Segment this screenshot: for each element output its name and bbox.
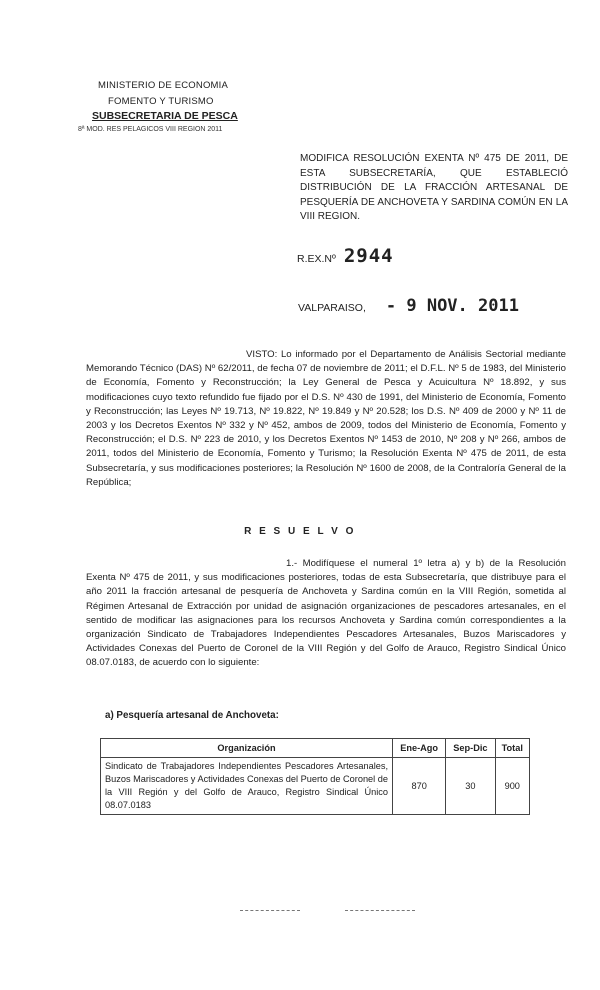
visto-paragraph: VISTO: Lo informado por el Departamento de Análisis Sectorial mediante Memorando Técnico (DAS) Nº 62/2011, de fecha 07 de noviembre de 2011; el D.F.L. Nº 5 de 1983, del Ministerio de Economía, Fomento y Reconstrucción; la Ley General de Pesca y Acuicultura Nº 18.892, y sus modificaciones cuyo texto refundido fue fijado por el D.S. Nº 430 de 1991, del Ministerio de Economía, Fomento y Reconstrucción; las Leyes Nº 19.713, Nº 19.822, Nº 19.849 y Nº 20.528; los D.S. Nº 409 de 2000 y Nº 11 de 2003 y los Decretos Exentos Nº 332 y Nº 452, ambos de 2009, todos del Ministerio de Economía, Fomento y Reconstrucción; el D.S. Nº 223 de 2010, y los Decretos Exentos Nº 1453 de 2010, Nº 208 y Nº 266, ambos de 2011, todos del Ministerio de Economía, Fomento y Turismo; la Resolución Exenta Nº 475 de 2011, de esta Subsecretaría, y sus modificaciones posteriores; la Resolución Nº 1600 de 2008, de la Contraloría General de la República;: [86, 349, 566, 488]
section-a-heading: a) Pesquería artesanal de Anchoveta:: [105, 710, 279, 721]
ministry-name-line2: FOMENTO Y TURISMO: [108, 96, 214, 107]
document-reference: 8ª MOD. RES PELAGICOS VIII REGION 2011: [78, 126, 223, 133]
organization-cell: Sindicato de Trabajadores Independientes Pescadores Artesanales, Buzos Mariscadores y Actividades Conexas del Puerto de Coronel de la VIII Región y del Golfo de Arauco, Registro Sindical Único 08.07.0183: [101, 758, 393, 815]
document-title: MODIFICA RESOLUCIÓN EXENTA Nº 475 DE 2011, DE ESTA SUBSECRETARÍA, QUE ESTABLECIÓ DISTRIBUCIÓN DE LA FRACCIÓN ARTESANAL DE PESQUERÍA DE ANCHOVETA Y SARDINA COMÚN EN LA VIII REGION.: [300, 153, 568, 222]
resolution-number: [297, 245, 394, 267]
date-stamp: - 9 NOV. 2011: [385, 296, 519, 316]
column-header-sep-dic: Sep-Dic: [446, 739, 495, 758]
place: VALPARAISO,: [298, 302, 366, 314]
resolution-label: R.EX.Nº: [297, 253, 336, 265]
resuelvo-heading: R E S U E L V O: [244, 526, 356, 537]
place-date: [298, 296, 519, 316]
table-header-row: [101, 739, 530, 758]
resolution-number-value: 2944: [343, 245, 394, 267]
ene-ago-cell: 870: [393, 758, 446, 815]
column-header-total: Total: [495, 739, 530, 758]
total-cell: 900: [495, 758, 530, 815]
article-1-paragraph: 1.- Modifíquese el numeral 1º letra a) y b) de la Resolución Exenta Nº 475 de 2011, y sus modificaciones posteriores, todas de esta Subsecretaría, que distribuye para el año 2011 la fracción artesanal de pesquería de Anchoveta y Sardina común en la VIII Región, sometida al Régimen Artesanal de Extracción por unidad de asignación organizaciones de pescadores artesanales, en el sentido de modificar las asignaciones para los recursos Anchoveta y Sardina común correspondientes a la organización Sindicato de Trabajadores Independientes Pescadores Artesanales, Buzos Mariscadores y Actividades Conexas del Puerto de Coronel de la VIII Región y del Golfo de Arauco, Registro Sindical Único 08.07.0183, de acuerdo con lo siguiente:: [86, 558, 566, 669]
column-header-organization: Organización: [101, 739, 393, 758]
table-row: [101, 758, 530, 815]
column-header-ene-ago: Ene-Ago: [393, 739, 446, 758]
subsecretaria-name: SUBSECRETARIA DE PESCA: [92, 110, 238, 122]
allocation-table: [100, 738, 530, 815]
sep-dic-cell: 30: [446, 758, 495, 815]
signature-line-left: [240, 910, 300, 912]
ministry-name-line1: MINISTERIO DE ECONOMIA: [98, 80, 229, 91]
signature-line-right: [345, 910, 415, 912]
